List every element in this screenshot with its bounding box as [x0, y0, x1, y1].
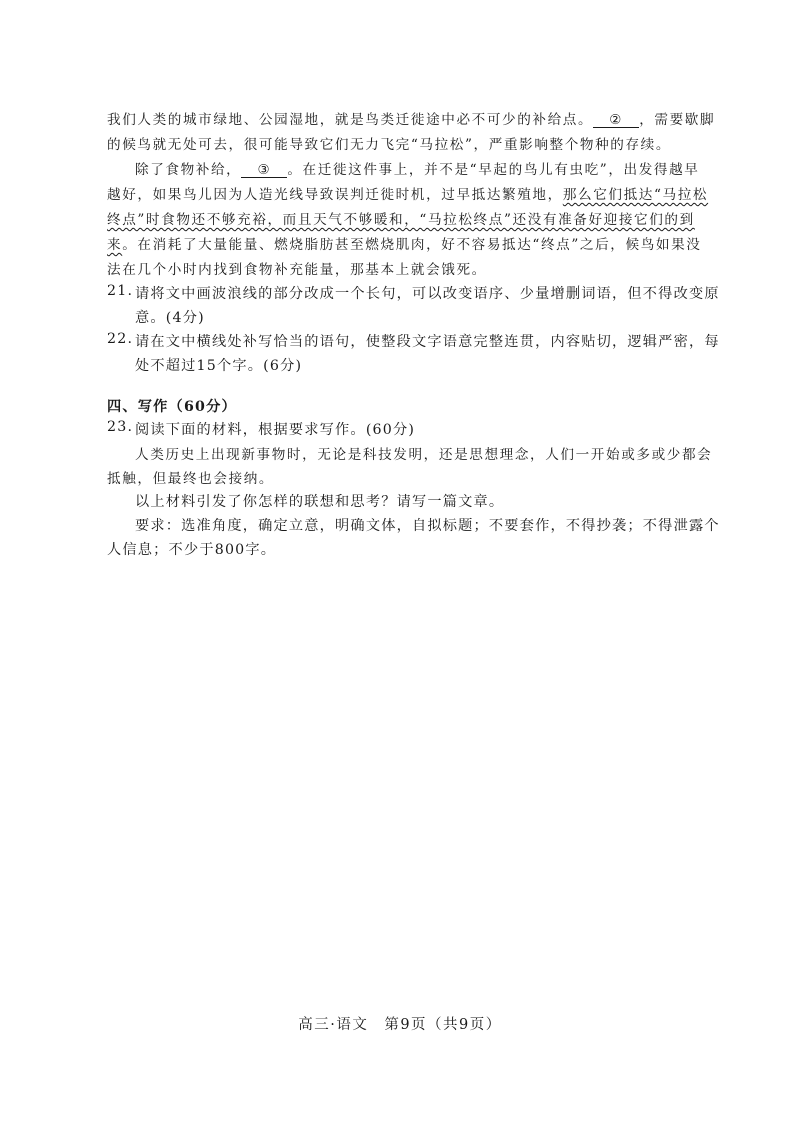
- passage-text: 我们人类的城市绿地、公园湿地，就是鸟类迁徙途中必不可少的补给点。: [107, 112, 594, 128]
- question-text: 意。(4分): [135, 310, 205, 326]
- passage-text: 。在迁徙这件事上，并不是“早起的鸟儿有虫吃”，出发得越早: [287, 162, 700, 178]
- question-21-text: [135, 283, 720, 303]
- question-23-prompt: 阅读下面的材料，根据要求写作。(60分): [135, 422, 416, 438]
- question-21-text: [135, 307, 205, 327]
- passage-text: 的候鸟就无处可去，很可能导致它们无力飞完“马拉松”，严重影响整个物种的存续。: [107, 137, 672, 153]
- passage-line: [107, 108, 715, 128]
- passage-text: 法在几个小时内找到食物补充能量，那基本上就会饿死。: [107, 262, 487, 278]
- passage-line: [107, 233, 701, 253]
- question-text: 请在文中横线处补写恰当的语句，使整段文字语意完整连贯，内容贴切，逻辑严密，每: [135, 334, 720, 350]
- passage-text: 除了食物补给，: [135, 162, 242, 178]
- question-number: 22.: [107, 331, 134, 347]
- wavy-underlined-text: 终点”时食物还不够充裕，而且天气不够暖和，“马拉松终点”还没有准备好迎接它们的到: [107, 212, 695, 228]
- passage-line: [107, 183, 708, 203]
- passage-line: [135, 158, 700, 178]
- question-text: 请将文中画波浪线的部分改成一个长句，可以改变语序、少量增删词语，但不得改变原: [135, 286, 720, 302]
- answer-blank-3: ③: [241, 163, 287, 178]
- question-number: 23.: [107, 419, 134, 435]
- passage-line: [107, 258, 487, 278]
- task-text: 以上材料引发了你怎样的联想和思考？请写一篇文章。: [135, 494, 505, 510]
- material-text: 抵触，但最终也会接纳。: [107, 471, 275, 487]
- requirements-text: 要求：选准角度，确定立意，明确文体，自拟标题；不要套作，不得抄袭；不得泄露个: [135, 518, 720, 534]
- question-21: [107, 283, 133, 299]
- question-22: [107, 331, 133, 347]
- passage-text: 。在消耗了大量能量、燃烧脂肪甚至燃烧肌肉，好不容易抵达“终点”之后，候鸟如果没: [122, 237, 702, 253]
- wavy-underlined-text: 那么它们抵达“马拉松: [562, 187, 709, 203]
- page-footer: 高三·语文 第9页（共9页）: [298, 1017, 502, 1033]
- material-text: 人类历史上出现新事物时，无论是科技发明，还是思想理念，人们一开始或多或少都会: [135, 447, 713, 463]
- wavy-underlined-text: 来: [107, 237, 123, 253]
- question-number: 21.: [107, 283, 134, 299]
- section-title: 四、写作（60分）: [107, 399, 237, 415]
- passage-text: 越好，如果鸟儿因为人造光线导致误判迁徙时机，过早抵达繁殖地，: [107, 187, 563, 203]
- requirements-text: 人信息；不少于800字。: [107, 542, 277, 558]
- question-22-text: [135, 331, 720, 351]
- question-text: 处不超过15个字。(6分): [135, 358, 303, 374]
- passage-text: ，需要歇脚: [639, 112, 716, 128]
- question-22-text: [135, 355, 302, 375]
- passage-line: [107, 133, 671, 153]
- answer-blank-2: ②: [593, 113, 639, 128]
- question-23: [107, 419, 133, 435]
- passage-line: [107, 208, 695, 228]
